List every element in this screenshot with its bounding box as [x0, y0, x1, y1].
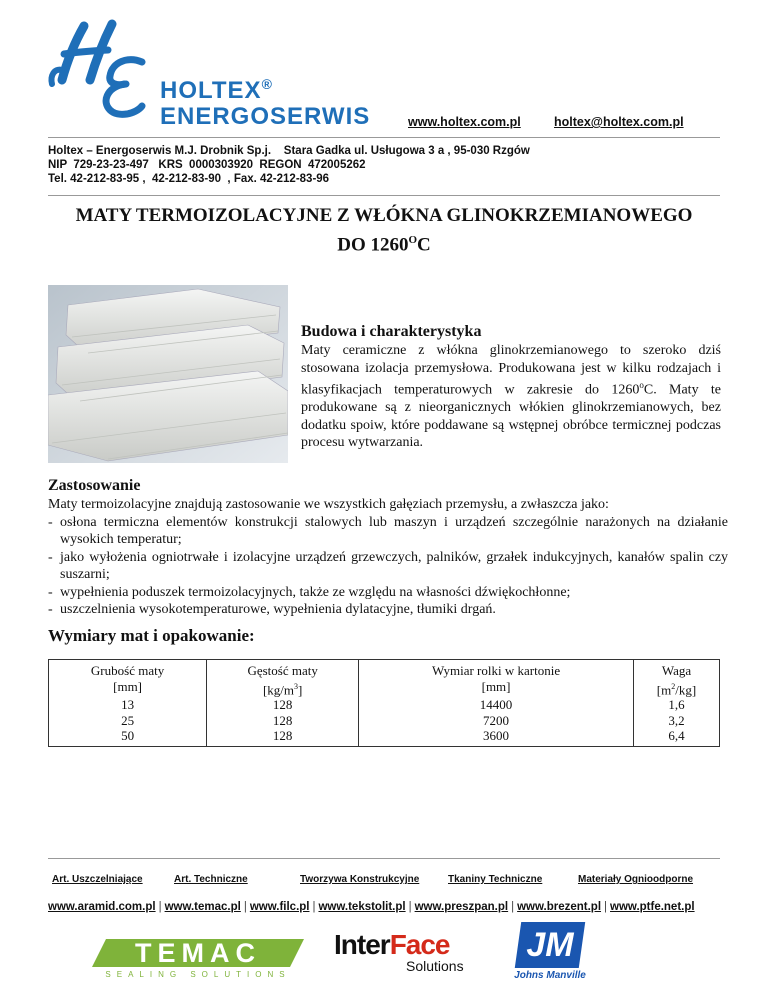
zastosowanie-heading: Zastosowanie	[48, 477, 141, 494]
separator: |	[511, 901, 515, 913]
ceramic-fiber-mats-photo	[48, 285, 288, 463]
separator: |	[604, 901, 608, 913]
cell: 25	[49, 713, 207, 729]
footer-links	[48, 901, 728, 913]
header-divider	[48, 137, 720, 138]
cell: 7200	[359, 713, 634, 729]
cell: 1,6	[633, 697, 719, 713]
table-row	[49, 713, 720, 729]
brand-name-energoserwis: ENERGOSERWIS	[160, 103, 371, 130]
category-uszczelniajace[interactable]: Art. Uszczelniające	[52, 874, 143, 885]
temac-wordmark: TEMAC	[135, 938, 261, 968]
temac-logo	[92, 936, 304, 982]
interface-wordmark: InterFace	[334, 929, 450, 960]
cell: 128	[207, 713, 359, 729]
header-grubosc: Grubość maty [mm]	[49, 660, 207, 698]
cell: 128	[207, 728, 359, 746]
cell: 6,4	[633, 728, 719, 746]
link-temac[interactable]: www.temac.pl	[164, 901, 241, 913]
jm-wordmark: JM	[526, 926, 574, 964]
table-header-row	[49, 660, 720, 698]
company-registration: NIP 729-23-23-497 KRS 0000303920 REGON 472005262	[48, 159, 366, 171]
category-ognioodporne[interactable]: Materiały Ognioodporne	[578, 874, 694, 885]
table-row	[49, 728, 720, 746]
company-address: Holtex – Energoserwis M.J. Drobnik Sp.j. Stara Gadka ul. Usługowa 3 a , 95-030 Rzgów	[48, 145, 530, 157]
zastosowanie-section	[48, 496, 728, 619]
cell: 13	[49, 697, 207, 713]
list-item: - wypełnienia poduszek termoizolacyjnych, także ze względu na własności dźwiękochłonne;	[48, 584, 571, 600]
link-preszpan[interactable]: www.preszpan.pl	[414, 901, 509, 913]
link-ptfe[interactable]: www.ptfe.net.pl	[610, 901, 695, 913]
header-gestosc: Gęstość maty $[kg/m^3]$	[207, 660, 359, 698]
zastosowanie-intro: Maty termoizolacyjne znajdują zastosowanie we wszystkich gałęziach przemysłu, a zwłaszcza jako:	[48, 497, 609, 512]
link-filc[interactable]: www.filc.pl	[249, 901, 310, 913]
wymiary-heading: Wymiary mat i opakowanie:	[48, 626, 255, 645]
link-brezent[interactable]: www.brezent.pl	[517, 901, 602, 913]
johns-manville-logo	[510, 922, 590, 986]
brand-name-holtex: HOLTEX®	[160, 76, 273, 104]
link-aramid[interactable]: www.aramid.com.pl	[48, 901, 156, 913]
company-phone: Tel. 42-212-83-95 , 42-212-83-90 , Fax. 42-212-83-96	[48, 173, 330, 185]
link-tekstolit[interactable]: www.tekstolit.pl	[318, 901, 406, 913]
holtex-he-logo	[46, 18, 156, 128]
category-techniczne[interactable]: Art. Techniczne	[174, 874, 248, 885]
temac-tagline: SEALING SOLUTIONS	[105, 970, 291, 979]
separator: |	[243, 901, 247, 913]
list-item: - uszczelnienia wysokotemperaturowe, wypełnienia dylatacyjne, tłumiki drgań.	[48, 602, 496, 617]
header-waga: Waga $[m^2/kg]$	[633, 660, 719, 698]
separator: |	[408, 901, 412, 913]
budowa-heading: Budowa i charakterystyka	[301, 323, 482, 340]
footer-divider	[48, 858, 720, 859]
company-divider	[48, 195, 720, 196]
cell: 14400	[359, 697, 634, 713]
jm-name: Johns Manville	[514, 970, 586, 981]
header-wymiar: Wymiar rolki w kartonie [mm]	[359, 660, 634, 698]
interface-solutions: Solutions	[406, 958, 464, 974]
separator: |	[158, 901, 162, 913]
dimensions-table	[48, 659, 720, 747]
category-tkaniny[interactable]: Tkaniny Techniczne	[448, 874, 543, 885]
list-item: - jako wyłożenia ogniotrwałe i izolacyjne urządzeń grzewczych, palników, grzałek indukcyjnych, kanałów spalin czy suszarni;	[48, 549, 728, 582]
page-title: MATY TERMOIZOLACYJNE Z WŁÓKNA GLINOKRZEMIANOWEGO DO $1260^OC$	[75, 205, 693, 256]
list-item: - osłona termiczna elementów konstrukcji stalowych lub maszyn i urządzeń szczególnie narażonych na działanie wysokich temperatur;	[48, 514, 728, 547]
cell: 3600	[359, 728, 634, 746]
website-link[interactable]: www.holtex.com.pl	[408, 115, 521, 129]
category-tworzywa[interactable]: Tworzywa Konstrukcyjne	[300, 874, 420, 885]
interface-logo	[334, 930, 482, 974]
cell: 128	[207, 697, 359, 713]
table-row	[49, 697, 720, 713]
cell: 50	[49, 728, 207, 746]
cell: 3,2	[633, 713, 719, 729]
budowa-text: Maty ceramiczne z włókna glinokrzemianowego to szeroko dziś stosowana izolacja przemysłowa. Produkowana jest w kilku rodzajach i klasyfikacjach temperaturowych w zakresie do 1260$^o$C. Maty te produkowane są z nieorganicznych włókien glinokrzemianowych, bez dodatku spoiw, które poddawane są wstępnej obróbce termicznej podczas procesu wytwarzania.	[301, 343, 721, 451]
separator: |	[312, 901, 316, 913]
email-link[interactable]: holtex@holtex.com.pl	[554, 115, 684, 129]
